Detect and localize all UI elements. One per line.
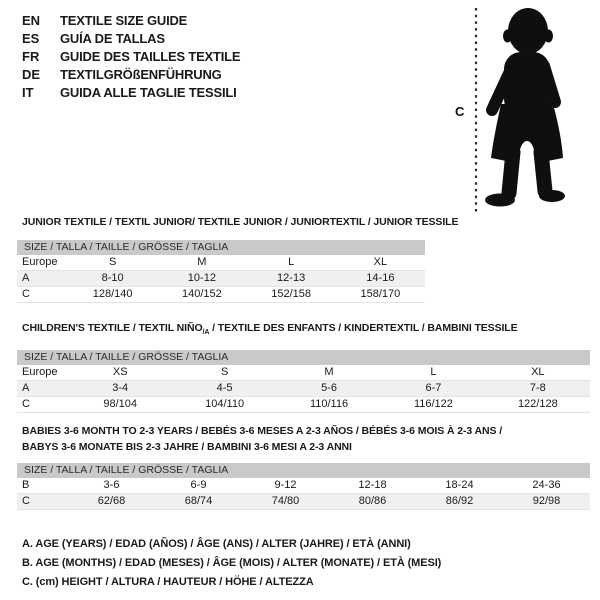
- row-label: A: [22, 382, 30, 395]
- row-label: C: [22, 495, 30, 507]
- row-label: A: [22, 272, 30, 284]
- table-cell: 110/116: [309, 398, 349, 411]
- language-row: [22, 30, 240, 48]
- table-row: [17, 381, 590, 397]
- baby-silhouette-icon: [485, 8, 565, 207]
- measurement-notes: [22, 535, 441, 592]
- table-row: [17, 255, 425, 271]
- row-label: Europe: [22, 256, 58, 268]
- note-line: A. AGE (YEARS) / EDAD (AÑOS) / ÂGE (ANS) / ALTER (JAHRE) / ETÀ (ANNI): [22, 538, 411, 550]
- language-title: GUÍA DE TALLAS: [60, 31, 165, 46]
- table-cell: 7-8: [529, 382, 546, 395]
- language-code: DE: [22, 67, 41, 82]
- table-row: [17, 494, 590, 510]
- table-cell: 140/152: [181, 288, 222, 300]
- table-cell: 18-24: [445, 479, 474, 491]
- height-reference-label: C: [455, 104, 465, 119]
- babies-table-title: [22, 423, 590, 455]
- babies-size-table: [17, 463, 590, 510]
- table-cell: 68/74: [184, 495, 213, 507]
- baby-figure: [440, 0, 600, 220]
- table-cell: 8-10: [101, 272, 124, 284]
- table-cell: 128/140: [92, 288, 133, 300]
- table-cell: 12-13: [277, 272, 306, 284]
- table-cell: 92/98: [532, 495, 561, 507]
- row-label: B: [22, 479, 30, 491]
- table-cell: 3-4: [112, 382, 129, 395]
- language-list: [22, 12, 240, 102]
- table-cell: 86/92: [445, 495, 474, 507]
- table-cell: XS: [112, 366, 128, 379]
- language-row: [22, 48, 240, 66]
- table-cell: 152/158: [271, 288, 311, 300]
- table-cell: 80/86: [358, 495, 387, 507]
- table-cell: XL: [531, 366, 545, 379]
- table-cell: S: [108, 256, 117, 268]
- table-cell: L: [288, 256, 295, 268]
- language-row: [22, 66, 240, 84]
- table-cell: 24-36: [532, 479, 561, 491]
- table-cell: 62/68: [97, 495, 126, 507]
- table-title-line: JUNIOR TEXTILE / TEXTIL JUNIOR/ TEXTILE JUNIOR / JUNIORTEXTIL / JUNIOR TESSILE: [22, 216, 459, 228]
- language-title: GUIDE DES TAILLES TEXTILE: [60, 49, 241, 64]
- children-size-table: [17, 350, 590, 413]
- row-label: C: [22, 288, 30, 300]
- children-table-title: [22, 320, 590, 341]
- table-cell: 10-12: [187, 272, 216, 284]
- size-table-header: SIZE / TALLA / TAILLE / GRÖSSE / TAGLIA: [17, 350, 590, 365]
- table-title-line: BABIES 3-6 MONTH TO 2-3 YEARS / BEBÉS 3-6 MESES A 2-3 AÑOS / BÉBÉS 3-6 MOIS À 2-3 ANS /: [22, 425, 503, 437]
- table-rows: [17, 365, 590, 413]
- size-table-header: SIZE / TALLA / TAILLE / GRÖSSE / TAGLIA: [17, 240, 425, 255]
- language-row: [22, 12, 240, 30]
- table-cell: S: [220, 366, 229, 379]
- table-cell: 122/128: [517, 398, 558, 411]
- junior-textile-section: [17, 214, 458, 303]
- babies-textile-section: [17, 423, 590, 510]
- row-label: C: [22, 398, 30, 411]
- table-row: [17, 397, 590, 413]
- subscript-text: /A: [202, 329, 210, 337]
- table-title-line: CHILDREN'S TEXTILE / TEXTIL $NIÑO_{/A}$ / TEXTILE DES ENFANTS / KINDERTEXTIL / BAMBINI TESSILE: [22, 322, 518, 337]
- table-cell: 3-6: [103, 479, 120, 491]
- table-row: [17, 365, 590, 381]
- children-textile-section: [17, 320, 590, 413]
- table-row: [17, 271, 425, 287]
- table-cell: M: [197, 256, 207, 268]
- size-table-header: SIZE / TALLA / TAILLE / GRÖSSE / TAGLIA: [17, 463, 590, 478]
- table-cell: L: [430, 366, 437, 379]
- table-rows: [17, 478, 590, 510]
- table-cell: 5-6: [321, 382, 337, 395]
- table-cell: 104/110: [205, 398, 245, 411]
- table-cell: 116/122: [413, 398, 453, 411]
- table-cell: 98/104: [103, 398, 138, 411]
- junior-table-title: [22, 214, 458, 230]
- table-cell: 6-9: [190, 479, 207, 491]
- row-label: Europe: [22, 366, 58, 379]
- language-row: [22, 84, 240, 102]
- language-code: FR: [22, 49, 40, 64]
- table-rows: [17, 255, 425, 303]
- table-cell: 4-5: [216, 382, 233, 395]
- table-cell: 12-18: [358, 479, 387, 491]
- table-cell: 6-7: [425, 382, 442, 395]
- table-row: [17, 478, 590, 494]
- language-code: ES: [22, 31, 40, 46]
- table-cell: 9-12: [274, 479, 297, 491]
- junior-size-table: [17, 240, 425, 303]
- table-cell: M: [324, 366, 334, 379]
- note-line: C. (cm) HEIGHT / ALTURA / HAUTEUR / HÖHE / ALTEZZA: [22, 576, 314, 588]
- table-cell: 158/170: [360, 288, 401, 300]
- language-title: TEXTILGRÖßENFÜHRUNG: [60, 67, 222, 82]
- table-title-line: BABYS 3-6 MONATE BIS 2-3 JAHRE / BAMBINI 3-6 MESI A 2-3 ANNI: [22, 441, 352, 453]
- table-row: [17, 287, 425, 303]
- language-title: GUIDA ALLE TAGLIE TESSILI: [60, 85, 237, 100]
- note-line: B. AGE (MONTHS) / EDAD (MESES) / ÂGE (MOIS) / ALTER (MONATE) / ETÀ (MESI): [22, 557, 442, 569]
- language-title: TEXTILE SIZE GUIDE: [60, 13, 188, 28]
- language-code: EN: [22, 13, 41, 28]
- language-code: IT: [22, 85, 34, 100]
- table-cell: XL: [373, 256, 388, 268]
- table-cell: 74/80: [271, 495, 300, 507]
- table-cell: 14-16: [366, 272, 395, 284]
